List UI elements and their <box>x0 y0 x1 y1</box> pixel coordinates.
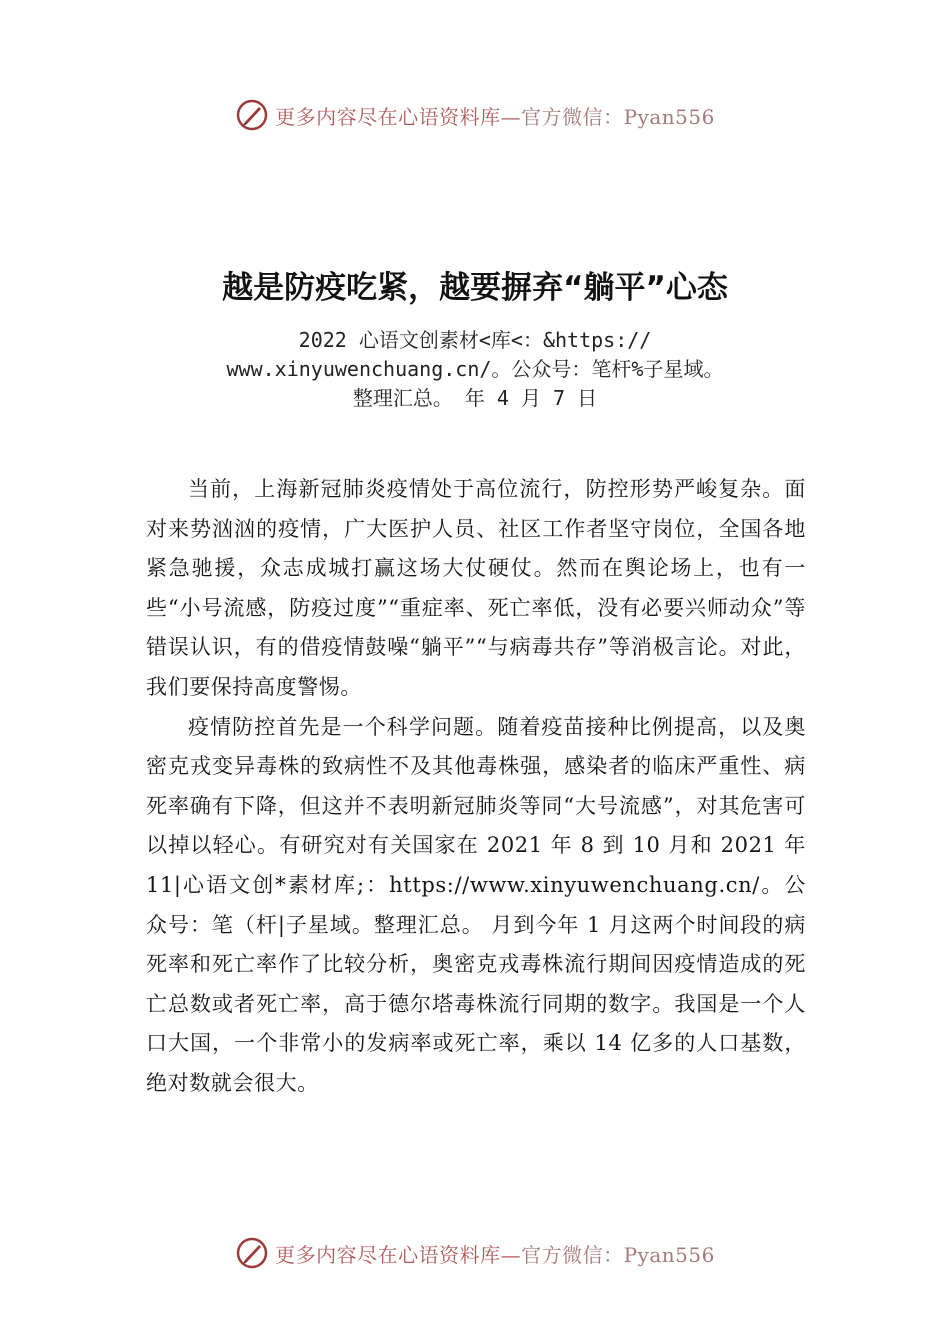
banner-main-text: 更多内容尽在心语资料库 <box>275 1242 501 1267</box>
banner-separator: — <box>500 104 522 129</box>
banner-wechat-text: 官方微信：Pyan556 <box>521 104 715 129</box>
pen-logo-icon <box>235 1236 269 1270</box>
paragraph: 疫情防控首先是一个科学问题。随着疫苗接种比例提高，以及奥密克戎变异毒株的致病性不及其他毒株强，感染者的临床严重性、病死率确有下降，但这并不表明新冠肺炎等同“大号流感”，对其危害可以掉以轻心。有研究对有关国家在 2021 年 8 到 10 月和 2021 年 11|心语文创*素材库;：https://www.xinyuwenchuang.cn/。公众号：笔（杆|子星域。整理汇总。 月到今年 1 月这两个时间段的病死率和死亡率作了比较分析，奥密克戎毒株流行期间因疫情造成的死亡总数或者死亡率，高于德尔塔毒株流行同期的数字。我国是一个人口大国，一个非常小的发病率或死亡率，乘以 14 亿多的人口基数，绝对数就会很大。 <box>146 714 806 1095</box>
source-line: 整理汇总。 年 4 月 7 日 <box>352 386 598 410</box>
article-body <box>146 470 806 1104</box>
source-line: www.xinyuwenchuang.cn/。公众号：笔杆%子星域。 <box>226 357 724 381</box>
source-block <box>120 326 830 413</box>
article-title: 越是防疫吃紧，越要摒弃“躺平”心态 <box>222 270 728 306</box>
header-banner <box>0 95 950 135</box>
banner-main-text: 更多内容尽在心语资料库 <box>275 104 501 129</box>
footer-banner <box>0 1233 950 1273</box>
pen-logo-icon <box>235 98 269 132</box>
banner-text <box>275 101 715 130</box>
banner-wechat-text: 官方微信：Pyan556 <box>521 1242 715 1267</box>
banner-text <box>275 1239 715 1268</box>
banner-separator: — <box>500 1242 522 1267</box>
paragraph: 当前，上海新冠肺炎疫情处于高位流行，防控形势严峻复杂。面对来势汹汹的疫情，广大医护人员、社区工作者坚守岗位，全国各地紧急驰援，众志成城打赢这场大仗硬仗。然而在舆论场上，也有一些“小号流感，防疫过度”“重症率、死亡率低，没有必要兴师动众”等错误认识，有的借疫情鼓噪“躺平”“与病毒共存”等消极言论。对此，我们要保持高度警惕。 <box>146 477 806 699</box>
source-line: 2022 心语文创素材<库<：&https:// <box>298 328 652 352</box>
